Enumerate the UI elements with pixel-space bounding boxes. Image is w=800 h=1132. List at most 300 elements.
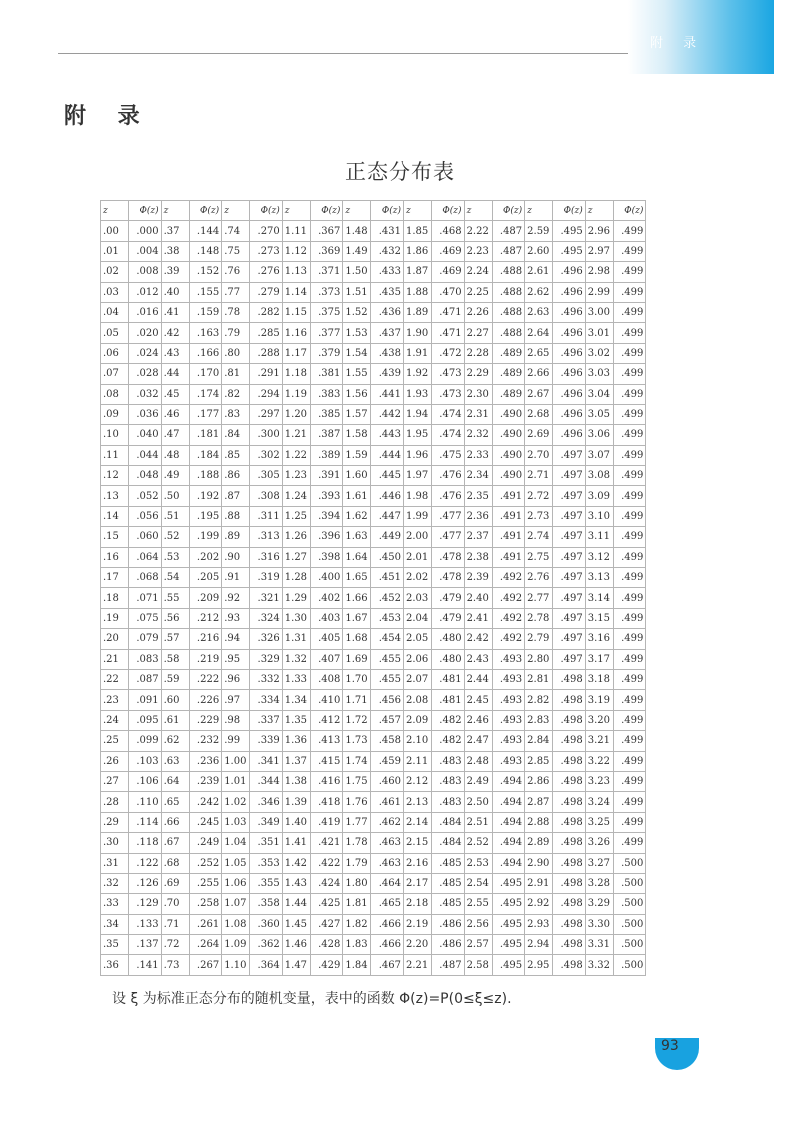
- phi-value-cell: .421: [310, 833, 343, 853]
- column-header-z: z: [585, 201, 613, 221]
- phi-value-cell: .122: [129, 853, 162, 873]
- table-row: [101, 323, 646, 343]
- phi-value-cell: .181: [189, 425, 222, 445]
- phi-value-cell: .400: [310, 568, 343, 588]
- z-value-cell: 3.08: [585, 466, 613, 486]
- phi-value-cell: .393: [310, 486, 343, 506]
- phi-value-cell: .291: [250, 364, 283, 384]
- table-row: [101, 241, 646, 261]
- z-value-cell: 2.33: [464, 445, 492, 465]
- phi-value-cell: .418: [310, 792, 343, 812]
- phi-value-cell: .068: [129, 568, 162, 588]
- phi-value-cell: .498: [553, 853, 586, 873]
- phi-value-cell: .499: [613, 425, 646, 445]
- phi-value-cell: .499: [613, 221, 646, 241]
- phi-value-cell: .446: [371, 486, 404, 506]
- z-value-cell: 1.38: [282, 771, 310, 791]
- phi-value-cell: .482: [431, 710, 464, 730]
- z-value-cell: .53: [161, 547, 189, 567]
- z-value-cell: 2.39: [464, 568, 492, 588]
- phi-value-cell: .402: [310, 588, 343, 608]
- z-value-cell: 1.52: [343, 302, 371, 322]
- z-value-cell: 1.94: [403, 404, 431, 424]
- z-value-cell: 2.59: [525, 221, 553, 241]
- table-title: 正态分布表: [345, 160, 455, 184]
- column-header-z: z: [282, 201, 310, 221]
- z-value-cell: .69: [161, 873, 189, 893]
- z-value-cell: 1.68: [343, 629, 371, 649]
- z-value-cell: 2.27: [464, 323, 492, 343]
- phi-value-cell: .083: [129, 649, 162, 669]
- z-value-cell: 2.12: [403, 771, 431, 791]
- phi-value-cell: .496: [553, 343, 586, 363]
- phi-value-cell: .477: [431, 506, 464, 526]
- z-value-cell: 1.69: [343, 649, 371, 669]
- table-row: [101, 404, 646, 424]
- z-value-cell: 2.01: [403, 547, 431, 567]
- z-value-cell: 1.01: [222, 771, 250, 791]
- z-value-cell: 2.00: [403, 527, 431, 547]
- z-value-cell: .86: [222, 466, 250, 486]
- phi-value-cell: .144: [189, 221, 222, 241]
- phi-value-cell: .177: [189, 404, 222, 424]
- column-header-phi: Φ(z): [492, 201, 525, 221]
- z-value-cell: .67: [161, 833, 189, 853]
- z-value-cell: 1.19: [282, 384, 310, 404]
- phi-value-cell: .455: [371, 649, 404, 669]
- z-value-cell: 2.37: [464, 527, 492, 547]
- z-value-cell: 2.22: [464, 221, 492, 241]
- phi-value-cell: .493: [492, 690, 525, 710]
- z-value-cell: 3.06: [585, 425, 613, 445]
- z-value-cell: .83: [222, 404, 250, 424]
- z-value-cell: 2.71: [525, 466, 553, 486]
- z-value-cell: 2.89: [525, 833, 553, 853]
- phi-value-cell: .337: [250, 710, 283, 730]
- phi-value-cell: .229: [189, 710, 222, 730]
- z-value-cell: 3.26: [585, 833, 613, 853]
- phi-value-cell: .499: [613, 384, 646, 404]
- phi-value-cell: .419: [310, 812, 343, 832]
- phi-value-cell: .499: [613, 792, 646, 812]
- phi-value-cell: .118: [129, 833, 162, 853]
- z-value-cell: 1.81: [343, 894, 371, 914]
- phi-value-cell: .137: [129, 935, 162, 955]
- z-value-cell: 3.09: [585, 486, 613, 506]
- phi-value-cell: .487: [492, 221, 525, 241]
- phi-value-cell: .472: [431, 343, 464, 363]
- z-value-cell: 1.45: [282, 914, 310, 934]
- z-value-cell: 1.09: [222, 935, 250, 955]
- table-row: [101, 649, 646, 669]
- z-value-cell: 1.96: [403, 445, 431, 465]
- table-row: [101, 812, 646, 832]
- z-value-cell: 2.61: [525, 262, 553, 282]
- z-value-cell: 1.89: [403, 302, 431, 322]
- phi-value-cell: .279: [250, 282, 283, 302]
- z-value-cell: 1.75: [343, 771, 371, 791]
- z-value-cell: 2.68: [525, 404, 553, 424]
- z-value-cell: 2.09: [403, 710, 431, 730]
- z-value-cell: 1.25: [282, 506, 310, 526]
- z-value-cell: 2.96: [585, 221, 613, 241]
- z-value-cell: 1.07: [222, 894, 250, 914]
- z-value-cell: 1.49: [343, 241, 371, 261]
- z-value-cell: .90: [222, 547, 250, 567]
- phi-value-cell: .367: [310, 221, 343, 241]
- z-value-cell: 1.87: [403, 262, 431, 282]
- phi-value-cell: .377: [310, 323, 343, 343]
- z-value-cell: 2.65: [525, 343, 553, 363]
- phi-value-cell: .232: [189, 731, 222, 751]
- z-value-cell: 2.31: [464, 404, 492, 424]
- phi-value-cell: .106: [129, 771, 162, 791]
- phi-value-cell: .048: [129, 466, 162, 486]
- phi-value-cell: .415: [310, 751, 343, 771]
- phi-value-cell: .498: [553, 812, 586, 832]
- z-value-cell: 1.46: [282, 935, 310, 955]
- z-value-cell: 1.67: [343, 608, 371, 628]
- phi-value-cell: .379: [310, 343, 343, 363]
- phi-value-cell: .255: [189, 873, 222, 893]
- table-row: [101, 751, 646, 771]
- z-value-cell: .92: [222, 588, 250, 608]
- z-value-cell: 2.87: [525, 792, 553, 812]
- z-value-cell: 1.15: [282, 302, 310, 322]
- z-value-cell: 3.29: [585, 894, 613, 914]
- z-value-cell: 2.77: [525, 588, 553, 608]
- phi-value-cell: .332: [250, 669, 283, 689]
- phi-value-cell: .499: [613, 588, 646, 608]
- z-value-cell: 2.95: [525, 955, 553, 975]
- z-value-cell: 2.18: [403, 894, 431, 914]
- z-value-cell: 1.53: [343, 323, 371, 343]
- table-row: [101, 568, 646, 588]
- phi-value-cell: .095: [129, 710, 162, 730]
- phi-value-cell: .267: [189, 955, 222, 975]
- z-value-cell: .36: [101, 955, 129, 975]
- z-value-cell: 1.35: [282, 710, 310, 730]
- z-value-cell: 2.47: [464, 731, 492, 751]
- z-value-cell: .54: [161, 568, 189, 588]
- phi-value-cell: .497: [553, 629, 586, 649]
- z-value-cell: 3.12: [585, 547, 613, 567]
- z-value-cell: .15: [101, 527, 129, 547]
- z-value-cell: .50: [161, 486, 189, 506]
- z-value-cell: .89: [222, 527, 250, 547]
- phi-value-cell: .495: [492, 935, 525, 955]
- z-value-cell: 2.75: [525, 547, 553, 567]
- phi-value-cell: .313: [250, 527, 283, 547]
- table-header-row: [101, 201, 646, 221]
- phi-value-cell: .141: [129, 955, 162, 975]
- phi-value-cell: .495: [553, 221, 586, 241]
- phi-value-cell: .466: [371, 914, 404, 934]
- phi-value-cell: .497: [553, 547, 586, 567]
- phi-value-cell: .148: [189, 241, 222, 261]
- z-value-cell: 1.32: [282, 649, 310, 669]
- phi-value-cell: .479: [431, 608, 464, 628]
- phi-value-cell: .493: [492, 669, 525, 689]
- z-value-cell: 2.94: [525, 935, 553, 955]
- z-value-cell: 1.60: [343, 466, 371, 486]
- phi-value-cell: .492: [492, 568, 525, 588]
- z-value-cell: 2.40: [464, 588, 492, 608]
- z-value-cell: 1.16: [282, 323, 310, 343]
- z-value-cell: .75: [222, 241, 250, 261]
- z-value-cell: 2.69: [525, 425, 553, 445]
- phi-value-cell: .498: [553, 894, 586, 914]
- z-value-cell: .70: [161, 894, 189, 914]
- page-number: 93: [661, 1038, 679, 1054]
- z-value-cell: 1.90: [403, 323, 431, 343]
- phi-value-cell: .488: [492, 282, 525, 302]
- phi-value-cell: .364: [250, 955, 283, 975]
- z-value-cell: .16: [101, 547, 129, 567]
- z-value-cell: .40: [161, 282, 189, 302]
- phi-value-cell: .351: [250, 833, 283, 853]
- z-value-cell: 3.14: [585, 588, 613, 608]
- phi-value-cell: .499: [613, 241, 646, 261]
- phi-value-cell: .497: [553, 466, 586, 486]
- z-value-cell: 1.20: [282, 404, 310, 424]
- phi-value-cell: .497: [553, 527, 586, 547]
- phi-value-cell: .358: [250, 894, 283, 914]
- z-value-cell: 1.06: [222, 873, 250, 893]
- phi-value-cell: .422: [310, 853, 343, 873]
- phi-value-cell: .467: [371, 955, 404, 975]
- z-value-cell: .28: [101, 792, 129, 812]
- z-value-cell: 2.54: [464, 873, 492, 893]
- z-value-cell: 2.98: [585, 262, 613, 282]
- table-row: [101, 466, 646, 486]
- z-value-cell: 2.24: [464, 262, 492, 282]
- z-value-cell: 2.83: [525, 710, 553, 730]
- z-value-cell: 1.63: [343, 527, 371, 547]
- phi-value-cell: .285: [250, 323, 283, 343]
- z-value-cell: 1.41: [282, 833, 310, 853]
- table-row: [101, 588, 646, 608]
- z-value-cell: .44: [161, 364, 189, 384]
- z-value-cell: 1.23: [282, 466, 310, 486]
- phi-value-cell: .099: [129, 731, 162, 751]
- z-value-cell: .77: [222, 282, 250, 302]
- z-value-cell: 1.04: [222, 833, 250, 853]
- phi-value-cell: .155: [189, 282, 222, 302]
- z-value-cell: 1.50: [343, 262, 371, 282]
- z-value-cell: 2.46: [464, 710, 492, 730]
- z-value-cell: 2.97: [585, 241, 613, 261]
- phi-value-cell: .496: [553, 262, 586, 282]
- z-value-cell: .97: [222, 690, 250, 710]
- z-value-cell: 2.58: [464, 955, 492, 975]
- z-value-cell: 1.22: [282, 445, 310, 465]
- z-value-cell: .25: [101, 731, 129, 751]
- z-value-cell: 1.29: [282, 588, 310, 608]
- table-row: [101, 833, 646, 853]
- phi-value-cell: .226: [189, 690, 222, 710]
- z-value-cell: 1.64: [343, 547, 371, 567]
- table-row: [101, 221, 646, 241]
- phi-value-cell: .339: [250, 731, 283, 751]
- phi-value-cell: .479: [431, 588, 464, 608]
- phi-value-cell: .498: [553, 669, 586, 689]
- z-value-cell: 2.41: [464, 608, 492, 628]
- phi-value-cell: .463: [371, 833, 404, 853]
- z-value-cell: .34: [101, 914, 129, 934]
- table-row: [101, 894, 646, 914]
- phi-value-cell: .498: [553, 914, 586, 934]
- z-value-cell: 1.79: [343, 853, 371, 873]
- phi-value-cell: .387: [310, 425, 343, 445]
- z-value-cell: 2.25: [464, 282, 492, 302]
- phi-value-cell: .431: [371, 221, 404, 241]
- z-value-cell: 2.88: [525, 812, 553, 832]
- phi-value-cell: .486: [431, 914, 464, 934]
- z-value-cell: 2.90: [525, 853, 553, 873]
- z-value-cell: 3.02: [585, 343, 613, 363]
- phi-value-cell: .488: [492, 323, 525, 343]
- z-value-cell: .51: [161, 506, 189, 526]
- phi-value-cell: .482: [431, 731, 464, 751]
- phi-value-cell: .110: [129, 792, 162, 812]
- phi-value-cell: .008: [129, 262, 162, 282]
- z-value-cell: 1.91: [403, 343, 431, 363]
- phi-value-cell: .469: [431, 262, 464, 282]
- z-value-cell: 1.98: [403, 486, 431, 506]
- z-value-cell: .78: [222, 302, 250, 322]
- z-value-cell: 2.57: [464, 935, 492, 955]
- z-value-cell: 1.12: [282, 241, 310, 261]
- z-value-cell: 3.24: [585, 792, 613, 812]
- z-value-cell: 2.64: [525, 323, 553, 343]
- phi-value-cell: .490: [492, 404, 525, 424]
- phi-value-cell: .174: [189, 384, 222, 404]
- z-value-cell: 2.28: [464, 343, 492, 363]
- phi-value-cell: .493: [492, 710, 525, 730]
- table-row: [101, 384, 646, 404]
- table-row: [101, 445, 646, 465]
- phi-value-cell: .500: [613, 894, 646, 914]
- phi-value-cell: .424: [310, 873, 343, 893]
- phi-value-cell: .490: [492, 445, 525, 465]
- phi-value-cell: .282: [250, 302, 283, 322]
- phi-value-cell: .473: [431, 364, 464, 384]
- phi-value-cell: .152: [189, 262, 222, 282]
- phi-value-cell: .481: [431, 690, 464, 710]
- phi-value-cell: .473: [431, 384, 464, 404]
- z-value-cell: .30: [101, 833, 129, 853]
- z-value-cell: 3.16: [585, 629, 613, 649]
- phi-value-cell: .371: [310, 262, 343, 282]
- phi-value-cell: .075: [129, 608, 162, 628]
- z-value-cell: 2.34: [464, 466, 492, 486]
- phi-value-cell: .496: [553, 364, 586, 384]
- z-value-cell: 1.88: [403, 282, 431, 302]
- z-value-cell: 1.54: [343, 343, 371, 363]
- z-value-cell: .84: [222, 425, 250, 445]
- z-value-cell: .38: [161, 241, 189, 261]
- phi-value-cell: .436: [371, 302, 404, 322]
- phi-value-cell: .410: [310, 690, 343, 710]
- z-value-cell: 2.36: [464, 506, 492, 526]
- phi-value-cell: .497: [553, 506, 586, 526]
- phi-value-cell: .396: [310, 527, 343, 547]
- phi-value-cell: .373: [310, 282, 343, 302]
- z-value-cell: 2.38: [464, 547, 492, 567]
- phi-value-cell: .447: [371, 506, 404, 526]
- z-value-cell: 1.57: [343, 404, 371, 424]
- z-value-cell: 1.21: [282, 425, 310, 445]
- z-value-cell: 1.61: [343, 486, 371, 506]
- z-value-cell: .87: [222, 486, 250, 506]
- phi-value-cell: .129: [129, 894, 162, 914]
- phi-value-cell: .236: [189, 751, 222, 771]
- phi-value-cell: .381: [310, 364, 343, 384]
- phi-value-cell: .471: [431, 302, 464, 322]
- phi-value-cell: .444: [371, 445, 404, 465]
- phi-value-cell: .264: [189, 935, 222, 955]
- z-value-cell: 1.83: [343, 935, 371, 955]
- z-value-cell: 2.63: [525, 302, 553, 322]
- phi-value-cell: .205: [189, 568, 222, 588]
- phi-value-cell: .489: [492, 384, 525, 404]
- z-value-cell: 2.23: [464, 241, 492, 261]
- z-value-cell: 1.71: [343, 690, 371, 710]
- phi-value-cell: .166: [189, 343, 222, 363]
- phi-value-cell: .500: [613, 873, 646, 893]
- phi-value-cell: .300: [250, 425, 283, 445]
- z-value-cell: .56: [161, 608, 189, 628]
- phi-value-cell: .493: [492, 649, 525, 669]
- z-value-cell: 1.34: [282, 690, 310, 710]
- phi-value-cell: .319: [250, 568, 283, 588]
- phi-value-cell: .375: [310, 302, 343, 322]
- phi-value-cell: .488: [492, 262, 525, 282]
- z-value-cell: .58: [161, 649, 189, 669]
- table-row: [101, 935, 646, 955]
- phi-value-cell: .487: [431, 955, 464, 975]
- z-value-cell: 2.81: [525, 669, 553, 689]
- phi-value-cell: .060: [129, 527, 162, 547]
- phi-value-cell: .491: [492, 547, 525, 567]
- z-value-cell: .85: [222, 445, 250, 465]
- z-value-cell: 2.93: [525, 914, 553, 934]
- phi-value-cell: .044: [129, 445, 162, 465]
- phi-value-cell: .495: [492, 873, 525, 893]
- table-row: [101, 302, 646, 322]
- z-value-cell: .71: [161, 914, 189, 934]
- phi-value-cell: .454: [371, 629, 404, 649]
- z-value-cell: 2.70: [525, 445, 553, 465]
- column-header-phi: Φ(z): [129, 201, 162, 221]
- z-value-cell: 1.70: [343, 669, 371, 689]
- phi-value-cell: .459: [371, 751, 404, 771]
- phi-value-cell: .484: [431, 833, 464, 853]
- phi-value-cell: .222: [189, 669, 222, 689]
- z-value-cell: 1.66: [343, 588, 371, 608]
- phi-value-cell: .071: [129, 588, 162, 608]
- z-value-cell: 2.26: [464, 302, 492, 322]
- table-row: [101, 506, 646, 526]
- phi-value-cell: .305: [250, 466, 283, 486]
- z-value-cell: .29: [101, 812, 129, 832]
- column-header-z: z: [525, 201, 553, 221]
- z-value-cell: 3.27: [585, 853, 613, 873]
- phi-value-cell: .492: [492, 629, 525, 649]
- z-value-cell: 1.14: [282, 282, 310, 302]
- z-value-cell: .05: [101, 323, 129, 343]
